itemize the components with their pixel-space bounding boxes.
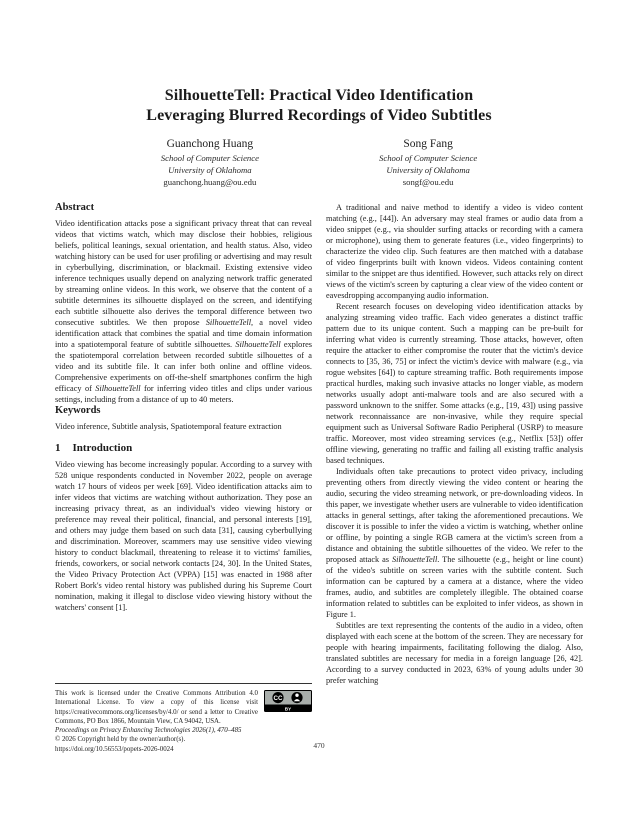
- right-paragraph-1: A traditional and naive method to identify a video is video content matching (e.g., [44]). An adversary may steal frames or audio data from a video snippet (e.g., via shoulder surfing attacks or recording with a camera or microphone), using them to generate features (i.e., video fingerprints) to characterize the video clip. Such features are then matched with a database of video fingerprints built with known videos. Videos containing content similar to the snippet are thus identified. However, such attacks rely on direct views of the victim's screen by capturing a clear view of the video content or eavesdropping accompanying audio information.: [326, 203, 583, 300]
- section-1-title: Introduction: [72, 442, 133, 454]
- author-2: [379, 138, 477, 188]
- section-1-number: 1: [55, 442, 61, 454]
- title-line-2: Leveraging Blurred Recordings of Video Subtitles: [146, 107, 492, 124]
- keywords-text: Video inference, Subtitle analysis, Spatiotemporal feature extraction: [55, 422, 282, 431]
- section-1-heading: [55, 442, 312, 454]
- author-1: [161, 138, 259, 188]
- right-paragraph-2: Recent research focuses on developing video identification attacks by analyzing streaming video traffic. Each video generates a distinct traffic pattern due to its unique content. Such a mapping can be pre-built for inferring what video is currently streaming. Those attacks, however, often require the attacker to either compromise the router that the victim's device connects to [35, 36, 75] or infect the victim's device with malware (e.g., via rogue websites [64]) to capture streaming traffic. Both requirements impose practical hurdles, making such invasive attacks no longer viable, as modern networks usually adopt anti-malware tools and are also secured with a password unknown to the sniffer. Some attacks (e.g., [19, 43]) using passive network reconnaissance are non-invasive, while they require special equipment such as Universal Software Radio Peripheral (USRP) to measure traffic. Moreover, most video streaming services (e.g., Netflix [53]) offer offline viewing, generating no traffic and failing all existing traffic analysis based techniques.: [326, 302, 583, 465]
- keywords-heading: Keywords: [55, 405, 101, 416]
- cc-icon: [272, 692, 283, 703]
- two-column-body: [55, 202, 583, 754]
- by-person-icon: [291, 692, 302, 703]
- right-paragraph-4: Subtitles are text representing the contents of the audio in a video, often displayed with each scene at the bottom of the screen. They are necessary for people with hearing impairments, facilitating following the dialog. Also, translated subtitles are necessary for media in a foreign language [26, 42]. According to a survey conducted in 2023, 63% of young adults under 30 prefer watching: [326, 621, 583, 685]
- author-1-email[interactable]: guanchong.huang@ou.edu: [163, 177, 257, 187]
- author-block: [55, 138, 583, 188]
- license-text: This work is licensed under the Creative Commons Attribution 4.0 International License. To view a copy of this license visit https://creativecommons.org/licenses/by/4.0/ or send a letter to Creative Commons, PO Box 1866, Mountain View, CA 94042, USA.: [55, 689, 258, 725]
- proceedings-line: Proceedings on Privacy Enhancing Technologies 2026(1), 470–485: [55, 727, 242, 735]
- author-1-affiliation-school: School of Computer Science: [160, 153, 259, 163]
- paper-content: [55, 86, 583, 754]
- abstract-heading: Abstract: [55, 202, 95, 213]
- page-number: 470: [313, 741, 325, 750]
- page-title: [55, 86, 583, 126]
- by-label: BY: [284, 706, 292, 712]
- author-1-name: Guanchong Huang: [166, 138, 254, 150]
- left-column: [55, 202, 312, 754]
- author-1-affiliation-university: University of Oklahoma: [168, 165, 252, 175]
- author-2-affiliation-university: University of Oklahoma: [386, 165, 470, 175]
- copyright-line: © 2026 Copyright held by the owner/author(s).: [55, 736, 186, 744]
- abstract-paragraph: Video identification attacks pose a significant privacy threat that can reveal videos that victims watch, which may disclose their hobbies, religious beliefs, political leanings, sexual orientation, and health status. Also, video watching history can be used for user profiling or advertising and may result in cyberbullying, discrimination, or blackmail. Existing extensive video inference techniques usually depend on analyzing network traffic generated by streaming online videos. In this work, we observe that the content of a subtitle determines its silhouette displayed on the screen, and identifying each subtitle silhouette also derives the temporal difference between two consecutive subtitles. We then propose SilhouetteTell, a novel video identification attack that combines the spatial and time domain information into a spatiotemporal feature of subtitle silhouettes. SilhouetteTell explores the spatiotemporal correlation between recorded subtitle silhouettes of a video and its subtitle file. It can infer both online and offline videos. Comprehensive experiments on off-the-shelf smartphones confirm the high efficacy of SilhouetteTell for inferring video titles and clips under various settings, including from a distance of up to 40 meters.: [55, 219, 312, 404]
- author-2-affiliation-school: School of Computer Science: [379, 153, 478, 163]
- author-2-name: Song Fang: [403, 138, 453, 150]
- svg-text:CC: CC: [273, 694, 283, 702]
- cc-by-license-badge[interactable]: [264, 690, 312, 712]
- author-2-email[interactable]: songf@ou.edu: [402, 177, 454, 187]
- right-column: [326, 202, 583, 686]
- right-paragraph-3: Individuals often take precautions to protect video privacy, including preventing others from directly viewing the video content or hearing the audio, securing the video streaming network, or pre-downloading videos. In this paper, we investigate whether users are vulnerable to video identification attacks in general settings, after taking the aforementioned precautions. We discover it is possible to infer the video a victim is watching, whether online or offline, by pointing a single RGB camera at the victim's screen from a distance and obtaining the subtitle silhouettes of the video. We refer to the proposed attack as SilhouetteTell. The silhouette (e.g., height or line count) of the video's subtitle on screen varies with the subtitle content. Such information can be captured by a camera at a distance, where the video frames, audio, and subtitles are completely illegible. The obtained coarse information related to subtitles can be exploited to infer videos, as shown in Figure 1.: [326, 467, 583, 619]
- introduction-paragraph-1: Video viewing has become increasingly popular. According to a survey with 528 unique respondents conducted in November 2022, people on average watch 17 hours of videos per week [69]. Video identification attacks aim to infer videos that victims are watching without authorization. They pose an increasing privacy threat, as an individual's video viewing history or preference may reveal their political, financial, and personal interests [19], and others may judge them based on such data [31], causing cyberbullying and discrimination. Moreover, scammers may use sensitive video viewing history to conduct blackmail, threatening to release it to victims' families, friends, coworkers, or social network contacts [24, 30]. In the United States, the Video Privacy Protection Act (VPPA) [15] was enacted in 1988 after Robert Bork's video rental history was published during his Supreme Court nomination, making it illegal to disclose video viewing history without the watchers' consent [1].: [55, 460, 312, 612]
- doi-link[interactable]: https://doi.org/10.56553/popets-2026-0024: [55, 745, 174, 753]
- title-line-1: SilhouetteTell: Practical Video Identification: [164, 87, 474, 104]
